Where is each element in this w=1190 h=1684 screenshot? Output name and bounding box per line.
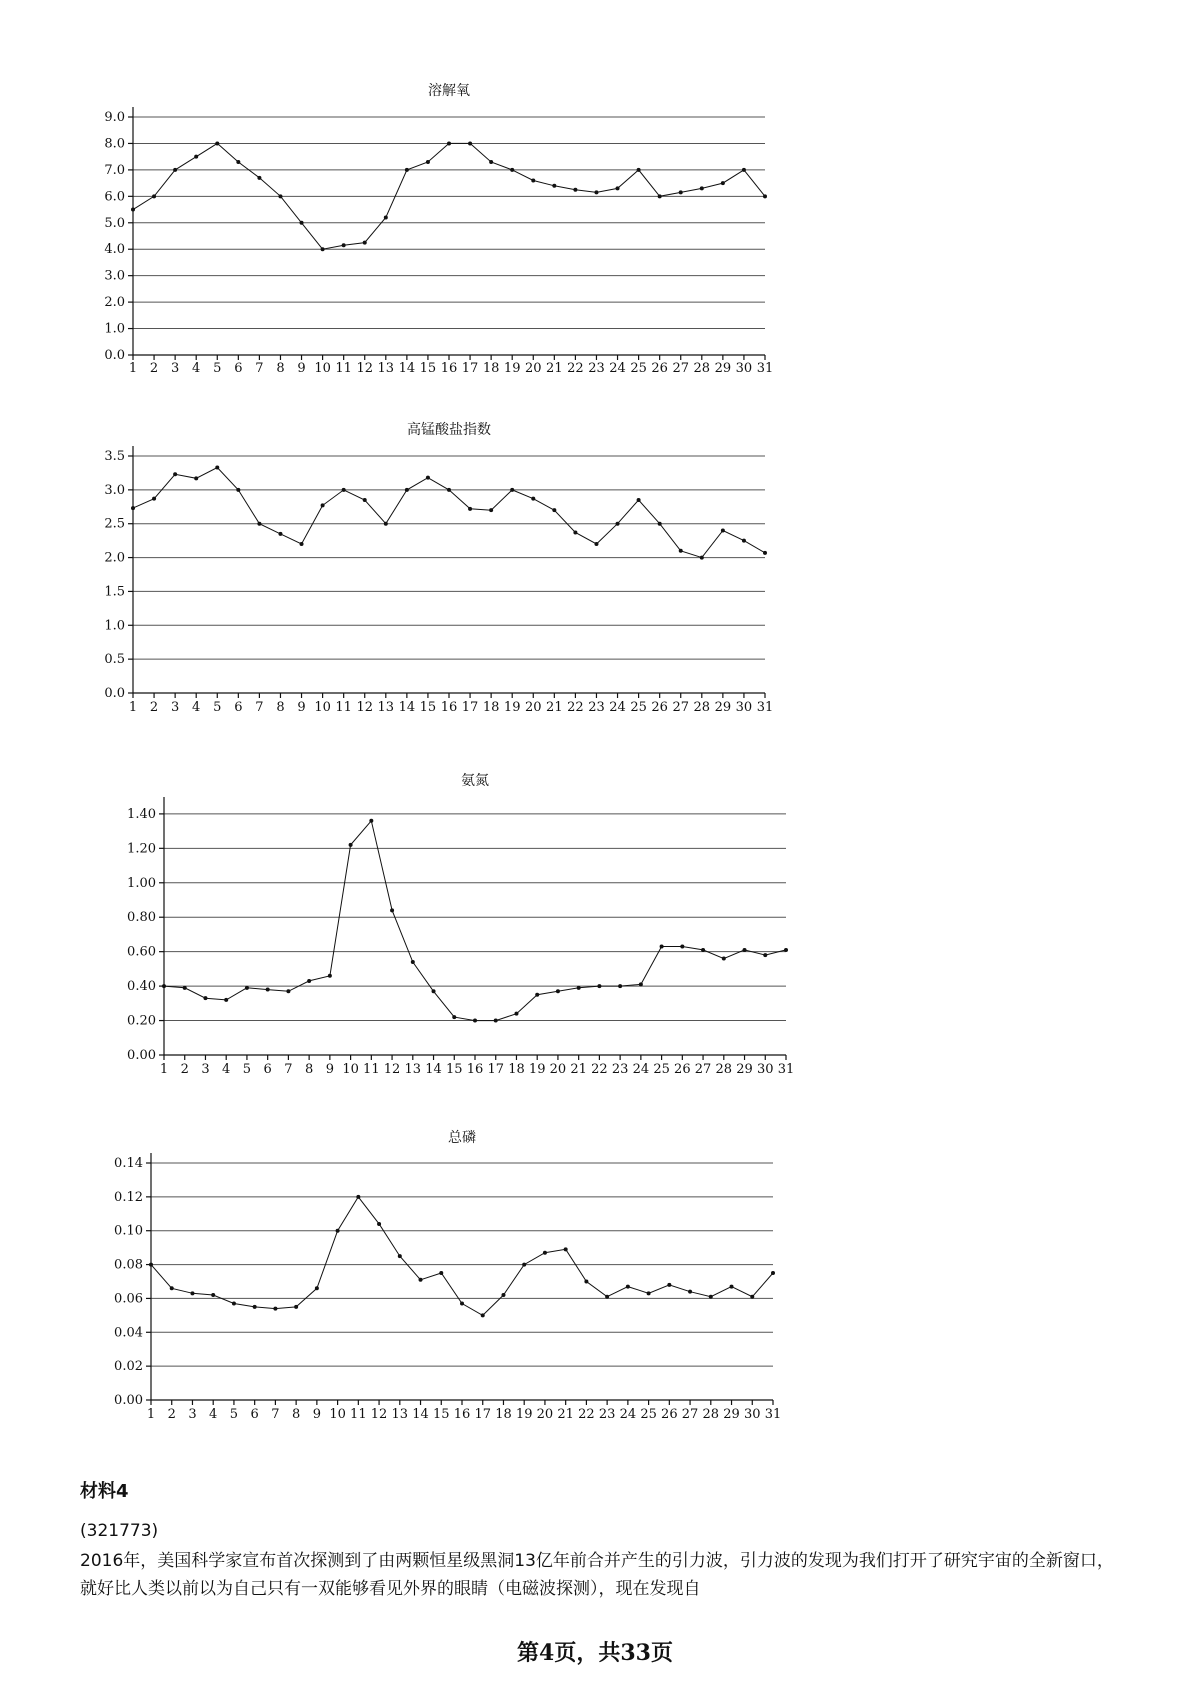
- x-tick-label: 6: [234, 361, 243, 376]
- data-point: [315, 1286, 319, 1290]
- x-tick-label: 30: [743, 1407, 761, 1422]
- chart-title: 总磷: [448, 1130, 476, 1146]
- data-point: [700, 186, 704, 190]
- x-tick-label: 16: [466, 1062, 484, 1077]
- data-point: [405, 168, 409, 172]
- x-tick-label: 16: [440, 700, 458, 715]
- y-tick-label: 0.0: [104, 348, 125, 363]
- data-point: [215, 141, 219, 145]
- data-point: [637, 168, 641, 172]
- x-tick-label: 7: [271, 1407, 280, 1422]
- x-tick-label: 29: [736, 1062, 753, 1077]
- data-point: [398, 1254, 402, 1258]
- data-point: [742, 539, 746, 543]
- data-point: [426, 476, 430, 480]
- x-tick-label: 15: [419, 361, 437, 376]
- chart-title: 高锰酸盐指数: [407, 422, 491, 438]
- data-point: [701, 948, 705, 952]
- x-tick-label: 1: [159, 1062, 169, 1077]
- y-tick-label: 8.0: [104, 136, 125, 152]
- data-point: [190, 1291, 194, 1295]
- x-tick-label: 6: [234, 700, 243, 715]
- y-tick-label: 0.12: [114, 1189, 143, 1205]
- y-tick-label: 2.0: [104, 295, 125, 311]
- x-tick-label: 23: [611, 1062, 629, 1077]
- y-tick-label: 0.80: [127, 910, 156, 926]
- x-tick-label: 19: [528, 1062, 546, 1077]
- data-point: [514, 1012, 518, 1016]
- x-tick-label: 18: [508, 1062, 525, 1077]
- x-tick-label: 2: [149, 361, 159, 376]
- x-tick-label: 3: [201, 1062, 210, 1077]
- data-point: [489, 508, 493, 512]
- data-point: [468, 507, 472, 511]
- y-tick-label: 0.5: [104, 652, 125, 668]
- x-tick-label: 10: [314, 700, 331, 715]
- y-tick-label: 1.00: [127, 875, 156, 891]
- data-point: [722, 957, 726, 961]
- y-tick-label: 3.5: [104, 449, 125, 464]
- page-footer: 第4页，共33页: [517, 1640, 673, 1666]
- x-tick-label: 12: [370, 1407, 388, 1422]
- chart-3: [127, 773, 794, 1077]
- data-point: [616, 522, 620, 526]
- data-point: [300, 542, 304, 546]
- x-tick-label: 17: [461, 361, 479, 376]
- data-point: [742, 168, 746, 172]
- y-tick-label: 0.10: [114, 1223, 143, 1239]
- x-tick-label: 4: [192, 700, 201, 715]
- y-tick-label: 0.60: [127, 944, 156, 960]
- data-point: [215, 466, 219, 470]
- x-tick-label: 28: [693, 700, 711, 715]
- data-point: [763, 551, 767, 555]
- section-title: 材料4: [80, 1481, 129, 1502]
- data-point: [688, 1290, 692, 1294]
- data-point: [763, 953, 767, 957]
- data-point: [321, 247, 325, 251]
- x-tick-label: 30: [735, 361, 753, 376]
- chart-title: 氨氮: [461, 773, 489, 789]
- data-point: [460, 1302, 464, 1306]
- data-point: [556, 989, 560, 993]
- x-tick-label: 10: [314, 361, 331, 376]
- x-tick-label: 28: [702, 1407, 720, 1422]
- x-tick-label: 5: [213, 700, 222, 715]
- x-tick-label: 24: [609, 361, 626, 376]
- material-paragraph: 2016年，美国科学家宣布首次探测到了由两颗恒星级黑洞13亿年前合并产生的引力波，引力波的发现为我们打开了研究宇宙的全新窗口，就好比人类以前以为自己只有一双能够看见外界的眼睛（电磁波探测），现在发现自: [80, 1551, 1114, 1599]
- x-tick-label: 19: [515, 1407, 533, 1422]
- x-tick-label: 25: [640, 1407, 657, 1422]
- x-tick-label: 18: [482, 361, 500, 376]
- x-tick-label: 23: [598, 1407, 616, 1422]
- x-tick-label: 15: [419, 700, 437, 715]
- data-point: [419, 1278, 423, 1282]
- x-tick-label: 5: [229, 1407, 239, 1422]
- x-tick-label: 31: [756, 700, 774, 715]
- x-tick-label: 24: [619, 1407, 637, 1422]
- x-tick-label: 27: [672, 700, 690, 715]
- x-tick-label: 5: [242, 1062, 252, 1077]
- y-tick-label: 2.5: [104, 516, 125, 532]
- y-tick-label: 7.0: [104, 162, 125, 178]
- data-point: [300, 221, 304, 225]
- data-point: [647, 1291, 651, 1295]
- x-tick-label: 12: [356, 361, 374, 376]
- y-tick-label: 3.0: [104, 268, 125, 284]
- x-tick-label: 22: [567, 700, 584, 715]
- data-point: [349, 843, 353, 847]
- x-tick-label: 20: [524, 361, 542, 376]
- x-tick-label: 13: [391, 1407, 409, 1422]
- data-point: [771, 1271, 775, 1275]
- chart-4: [114, 1129, 781, 1422]
- data-point: [278, 532, 282, 536]
- x-tick-label: 17: [487, 1062, 505, 1077]
- data-point: [294, 1305, 298, 1309]
- series-line: [151, 1197, 773, 1316]
- x-tick-label: 9: [297, 361, 306, 376]
- data-point: [501, 1293, 505, 1297]
- data-point: [342, 243, 346, 247]
- data-point: [183, 986, 187, 990]
- x-tick-label: 18: [495, 1407, 512, 1422]
- x-tick-label: 19: [503, 700, 521, 715]
- x-tick-label: 13: [377, 700, 395, 715]
- x-tick-label: 9: [312, 1407, 322, 1422]
- x-tick-label: 21: [557, 1407, 574, 1422]
- data-point: [390, 908, 394, 912]
- x-tick-label: 8: [291, 1407, 301, 1422]
- data-point: [384, 522, 388, 526]
- y-tick-label: 6.0: [104, 189, 125, 205]
- data-point: [616, 186, 620, 190]
- data-point: [286, 989, 290, 993]
- data-point: [452, 1015, 456, 1019]
- x-tick-label: 8: [304, 1062, 314, 1077]
- y-tick-label: 0.20: [127, 1013, 156, 1029]
- x-tick-label: 2: [167, 1407, 176, 1422]
- data-point: [750, 1295, 754, 1299]
- data-point: [131, 506, 135, 510]
- x-tick-label: 30: [756, 1062, 774, 1077]
- x-tick-label: 17: [474, 1407, 492, 1422]
- data-point: [236, 160, 240, 164]
- data-point: [522, 1263, 526, 1267]
- x-tick-label: 3: [188, 1407, 197, 1422]
- data-point: [618, 984, 622, 988]
- x-tick-label: 6: [250, 1407, 259, 1422]
- chart-1: [104, 82, 773, 376]
- data-point: [658, 194, 662, 198]
- data-point: [211, 1293, 215, 1297]
- x-tick-label: 14: [412, 1407, 429, 1422]
- chart-title: 溶解氧: [428, 83, 470, 99]
- data-point: [577, 986, 581, 990]
- data-point: [273, 1307, 277, 1311]
- x-tick-label: 21: [570, 1062, 587, 1077]
- x-tick-label: 4: [209, 1407, 218, 1422]
- x-tick-label: 14: [398, 361, 416, 376]
- y-tick-label: 5.0: [104, 215, 125, 231]
- data-point: [531, 497, 535, 501]
- data-point: [473, 1019, 477, 1023]
- x-tick-label: 31: [764, 1407, 782, 1422]
- x-tick-label: 31: [777, 1062, 795, 1077]
- data-point: [342, 488, 346, 492]
- series-line: [164, 821, 786, 1021]
- data-point: [363, 241, 367, 245]
- data-point: [721, 181, 725, 185]
- x-tick-label: 14: [398, 700, 416, 715]
- data-point: [594, 190, 598, 194]
- data-point: [658, 522, 662, 526]
- x-tick-label: 28: [715, 1062, 733, 1077]
- data-point: [626, 1285, 630, 1289]
- data-point: [439, 1271, 443, 1275]
- data-point: [447, 488, 451, 492]
- data-point: [432, 989, 436, 993]
- data-point: [411, 960, 415, 964]
- x-tick-label: 23: [588, 700, 605, 715]
- data-point: [597, 984, 601, 988]
- x-tick-label: 8: [276, 361, 285, 376]
- data-point: [510, 168, 514, 172]
- data-point: [307, 979, 311, 983]
- data-point: [584, 1280, 588, 1284]
- x-tick-label: 24: [609, 700, 626, 715]
- data-point: [763, 194, 767, 198]
- x-tick-label: 14: [425, 1062, 442, 1077]
- data-point: [784, 948, 788, 952]
- data-point: [377, 1222, 381, 1226]
- data-point: [468, 141, 472, 145]
- x-tick-label: 12: [356, 700, 374, 715]
- x-tick-label: 26: [651, 361, 668, 376]
- x-tick-label: 3: [170, 700, 180, 715]
- data-point: [573, 188, 577, 192]
- x-tick-label: 7: [284, 1062, 293, 1077]
- x-tick-label: 2: [180, 1062, 189, 1077]
- data-point: [245, 986, 249, 990]
- x-tick-label: 7: [255, 361, 264, 376]
- data-point: [173, 168, 177, 172]
- x-tick-label: 29: [723, 1407, 740, 1422]
- data-point: [266, 988, 270, 992]
- x-tick-label: 17: [461, 700, 479, 715]
- data-point: [660, 945, 664, 949]
- data-point: [336, 1229, 340, 1233]
- data-point: [384, 215, 388, 219]
- data-point: [426, 160, 430, 164]
- x-tick-label: 25: [653, 1062, 670, 1077]
- data-point: [232, 1302, 236, 1306]
- x-tick-label: 13: [404, 1062, 422, 1077]
- x-tick-label: 12: [383, 1062, 401, 1077]
- material-id: (321773): [80, 1521, 159, 1541]
- x-tick-label: 2: [149, 700, 159, 715]
- data-point: [743, 948, 747, 952]
- data-point: [594, 542, 598, 546]
- data-point: [131, 208, 135, 212]
- x-tick-label: 10: [329, 1407, 346, 1422]
- x-tick-label: 25: [630, 361, 647, 376]
- data-point: [203, 996, 207, 1000]
- x-tick-label: 27: [694, 1062, 712, 1077]
- data-point: [700, 556, 704, 560]
- data-point: [639, 982, 643, 986]
- data-point: [510, 488, 514, 492]
- y-tick-label: 2.0: [104, 550, 125, 566]
- x-tick-label: 4: [192, 361, 201, 376]
- data-point: [149, 1263, 153, 1267]
- x-tick-label: 9: [297, 700, 306, 715]
- data-point: [535, 993, 539, 997]
- x-tick-label: 21: [546, 700, 563, 715]
- x-tick-label: 9: [325, 1062, 335, 1077]
- data-point: [363, 498, 367, 502]
- x-tick-label: 22: [591, 1062, 608, 1077]
- data-point: [489, 160, 493, 164]
- data-point: [356, 1195, 360, 1199]
- data-point: [173, 472, 177, 476]
- y-tick-label: 0.00: [127, 1048, 156, 1063]
- data-point: [494, 1019, 498, 1023]
- x-tick-label: 1: [146, 1407, 156, 1422]
- x-tick-label: 25: [630, 700, 647, 715]
- x-tick-label: 8: [276, 700, 285, 715]
- y-tick-label: 9.0: [104, 110, 125, 125]
- x-tick-label: 27: [672, 361, 690, 376]
- x-tick-label: 6: [263, 1062, 272, 1077]
- x-tick-label: 16: [440, 361, 458, 376]
- data-point: [679, 190, 683, 194]
- chart-2: [104, 421, 773, 715]
- y-tick-label: 0.00: [114, 1393, 143, 1408]
- y-tick-label: 4.0: [104, 242, 125, 258]
- x-tick-label: 22: [578, 1407, 595, 1422]
- x-tick-label: 11: [335, 361, 352, 376]
- data-point: [236, 488, 240, 492]
- y-tick-label: 0.04: [114, 1325, 143, 1341]
- x-tick-label: 16: [453, 1407, 471, 1422]
- data-point: [637, 498, 641, 502]
- y-tick-label: 1.40: [127, 806, 156, 822]
- data-point: [162, 984, 166, 988]
- y-tick-label: 1.0: [104, 321, 125, 337]
- data-point: [253, 1305, 257, 1309]
- x-tick-label: 29: [714, 361, 732, 376]
- x-tick-label: 20: [524, 700, 542, 715]
- data-point: [543, 1251, 547, 1255]
- data-point: [573, 531, 577, 535]
- x-tick-label: 20: [536, 1407, 554, 1422]
- data-point: [257, 522, 261, 526]
- x-tick-label: 5: [213, 361, 222, 376]
- data-point: [721, 528, 725, 532]
- series-line: [133, 468, 765, 558]
- y-tick-label: 1.20: [127, 841, 156, 857]
- x-tick-label: 10: [342, 1062, 359, 1077]
- data-point: [552, 184, 556, 188]
- x-tick-label: 1: [128, 700, 138, 715]
- data-point: [328, 974, 332, 978]
- x-tick-label: 26: [674, 1062, 691, 1077]
- x-tick-label: 19: [503, 361, 521, 376]
- y-tick-label: 0.14: [114, 1156, 143, 1171]
- x-tick-label: 26: [651, 700, 668, 715]
- x-tick-label: 21: [546, 361, 563, 376]
- x-tick-label: 15: [432, 1407, 450, 1422]
- data-point: [278, 194, 282, 198]
- x-tick-label: 24: [632, 1062, 650, 1077]
- data-point: [680, 945, 684, 949]
- data-point: [447, 141, 451, 145]
- data-point: [481, 1313, 485, 1317]
- data-point: [321, 503, 325, 507]
- data-point: [605, 1295, 609, 1299]
- x-tick-label: 30: [735, 700, 753, 715]
- x-tick-label: 15: [445, 1062, 463, 1077]
- data-point: [194, 155, 198, 159]
- x-tick-label: 23: [588, 361, 605, 376]
- data-point: [564, 1247, 568, 1251]
- data-point: [552, 508, 556, 512]
- y-tick-label: 1.5: [104, 584, 125, 600]
- data-point: [224, 998, 228, 1002]
- x-tick-label: 26: [661, 1407, 678, 1422]
- x-tick-label: 28: [693, 361, 711, 376]
- data-point: [369, 819, 373, 823]
- y-tick-label: 0.08: [114, 1257, 143, 1273]
- x-tick-label: 4: [222, 1062, 231, 1077]
- x-tick-label: 29: [714, 700, 732, 715]
- x-tick-label: 11: [350, 1407, 367, 1422]
- data-point: [152, 194, 156, 198]
- data-point: [730, 1285, 734, 1289]
- y-tick-label: 3.0: [104, 482, 125, 498]
- x-tick-label: 7: [255, 700, 264, 715]
- x-tick-label: 13: [377, 361, 395, 376]
- y-tick-label: 0.0: [104, 686, 125, 701]
- data-point: [170, 1286, 174, 1290]
- x-tick-label: 22: [567, 361, 584, 376]
- x-tick-label: 20: [549, 1062, 567, 1077]
- data-point: [405, 488, 409, 492]
- x-tick-label: 31: [756, 361, 774, 376]
- data-point: [257, 176, 261, 180]
- y-tick-label: 0.40: [127, 979, 156, 995]
- x-tick-label: 11: [363, 1062, 380, 1077]
- x-tick-label: 18: [482, 700, 500, 715]
- data-point: [679, 549, 683, 553]
- data-point: [667, 1283, 671, 1287]
- data-point: [194, 476, 198, 480]
- x-tick-label: 11: [335, 700, 352, 715]
- data-point: [709, 1295, 713, 1299]
- x-tick-label: 27: [681, 1407, 699, 1422]
- x-tick-label: 3: [170, 361, 180, 376]
- y-tick-label: 0.02: [114, 1359, 143, 1375]
- y-tick-label: 0.06: [114, 1291, 143, 1307]
- data-point: [152, 497, 156, 501]
- y-tick-label: 1.0: [104, 618, 125, 634]
- data-point: [531, 178, 535, 182]
- x-tick-label: 1: [128, 361, 138, 376]
